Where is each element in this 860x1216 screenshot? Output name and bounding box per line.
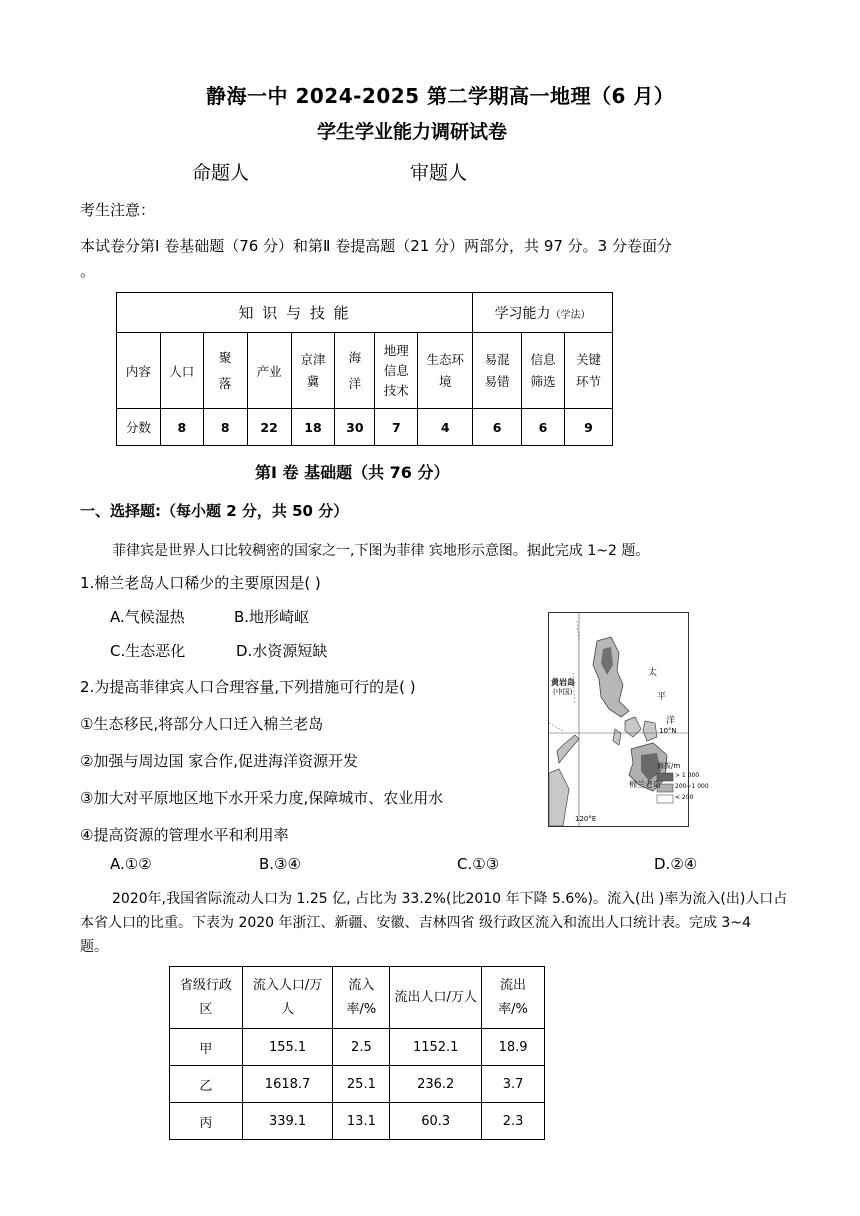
column-name: 生态环境 <box>418 333 473 409</box>
table-cell: 236.2 <box>390 1066 482 1103</box>
question-1-option-d: D.水资源短缺 <box>236 642 328 660</box>
ability-header-note: （学法） <box>550 309 591 321</box>
exam-subtitle: 学生学业能力调研试卷 <box>317 121 508 143</box>
table-header: 流入人口/万人 <box>242 967 333 1029</box>
ability-header <box>473 293 613 333</box>
question-1-option-c: C.生态恶化 <box>110 642 186 660</box>
content-row-label: 内容 <box>117 333 161 409</box>
part-one-title: 第Ⅰ 卷 基础题（共 76 分） <box>255 463 450 482</box>
table-cell: 乙 <box>170 1066 243 1103</box>
intro-2-line-1: 2020年,我国省际流动人口为 1.25 亿, 占比为 33.2%(比2010 年下降 5.6%)。流入(出 )率为流入(出)人口占 <box>112 891 788 907</box>
question-1-stem: 1.棉兰老岛人口稀少的主要原因是( ) <box>80 574 321 592</box>
score-value: 6 <box>473 409 522 446</box>
score-table <box>116 292 613 446</box>
table-cell: 13.1 <box>333 1103 390 1140</box>
question-2-option-b: B.③④ <box>259 855 301 873</box>
intro-2-line-2: 本省人口的比重。下表为 2020 年浙江、新疆、安徽、吉林四省 级行政区流入和流出人口统计表。完成 3~4 <box>80 915 751 931</box>
score-value: 9 <box>565 409 613 446</box>
setter-label: 命题人 <box>192 162 250 184</box>
table-cell: 25.1 <box>333 1066 390 1103</box>
question-2-option-c: C.①③ <box>457 855 500 873</box>
table-row <box>170 1103 545 1140</box>
column-name: 聚落 <box>203 333 247 409</box>
notice-line-1: 本试卷分第Ⅰ 卷基础题（76 分）和第Ⅱ 卷提高题（21 分）两部分，共 97 分。3 分卷面分 <box>80 237 672 255</box>
section-heading: 一、选择题:（每小题 2 分，共 50 分） <box>80 502 349 520</box>
column-name: 人口 <box>160 333 203 409</box>
table-cell: 60.3 <box>390 1103 482 1140</box>
table-cell: 甲 <box>170 1029 243 1066</box>
legend-swatch-low <box>657 795 673 803</box>
score-value: 4 <box>418 409 473 446</box>
score-value: 8 <box>160 409 203 446</box>
intro-1: 菲律宾是世界人口比较稠密的国家之一,下图为菲律 宾地形示意图。据此完成 1~2 题。 <box>112 543 650 559</box>
population-flow-table <box>169 966 545 1140</box>
score-value: 30 <box>335 409 375 446</box>
map-label-huangyan: 黄岩岛 <box>551 678 575 687</box>
table-row <box>170 1066 545 1103</box>
score-value: 18 <box>291 409 335 446</box>
table-cell: 丙 <box>170 1103 243 1140</box>
table-header: 流入率/% <box>333 967 390 1029</box>
exam-title: 静海一中 2024-2025 第二学期高一地理（6 月） <box>206 84 675 108</box>
score-value: 7 <box>375 409 418 446</box>
legend-item-high: > 1 000 <box>675 772 700 779</box>
map-label-china: (中国) <box>553 688 573 696</box>
column-name: 地理信息技术 <box>375 333 418 409</box>
score-value: 22 <box>247 409 291 446</box>
legend-item-low: < 200 <box>675 794 694 801</box>
question-1-option-a: A.气候湿热 <box>110 608 185 626</box>
question-2-item-4: ④提高资源的管理水平和利用率 <box>80 826 289 844</box>
table-cell: 3.7 <box>482 1066 545 1103</box>
map-label-mindanao: 棉兰老岛 <box>629 780 661 789</box>
question-2-item-3: ③加大对平原地区地下水开采力度,保障城市、农业用水 <box>80 789 444 807</box>
column-name: 易混易错 <box>473 333 522 409</box>
legend-title: 海拔/m <box>657 762 681 770</box>
legend-item-mid: 200~1 000 <box>675 783 709 790</box>
reviewer-label: 审题人 <box>410 162 468 184</box>
table-header: 省级行政区 <box>170 967 243 1029</box>
column-name: 海洋 <box>335 333 375 409</box>
column-name: 产业 <box>247 333 291 409</box>
question-2-item-2: ②加强与周边国 家合作,促进海洋资源开发 <box>80 752 358 770</box>
column-name: 信息筛选 <box>522 333 565 409</box>
map-label-yang: 洋 <box>666 716 676 726</box>
map-label-10n: 10°N <box>659 727 677 735</box>
question-2-option-a: A.①② <box>110 855 152 873</box>
ability-header-label: 学习能力 <box>494 305 551 322</box>
question-2-stem: 2.为提高菲律宾人口合理容量,下列措施可行的是( ) <box>80 678 416 696</box>
score-value: 6 <box>522 409 565 446</box>
knowledge-skill-header: 知 识 与 技 能 <box>117 293 473 333</box>
score-value: 8 <box>203 409 247 446</box>
map-label-tai: 太 <box>648 668 658 678</box>
question-1-option-b: B.地形崎岖 <box>234 608 310 626</box>
question-2-option-d: D.②④ <box>654 855 698 873</box>
table-header: 流出率/% <box>482 967 545 1029</box>
table-cell: 339.1 <box>242 1103 333 1140</box>
intro-2-line-3: 题。 <box>80 939 108 955</box>
table-header: 流出人口/万人 <box>390 967 482 1029</box>
table-cell: 155.1 <box>242 1029 333 1066</box>
map-label-120e: 120°E <box>575 815 597 823</box>
column-name: 关键环节 <box>565 333 613 409</box>
philippines-terrain-map <box>548 612 709 827</box>
table-row <box>170 1029 545 1066</box>
question-2-item-1: ①生态移民,将部分人口迁入棉兰老岛 <box>80 715 324 733</box>
map-label-ping: 平 <box>657 692 667 702</box>
notice-heading: 考生注意： <box>80 201 156 219</box>
score-row-label: 分数 <box>117 409 161 446</box>
table-cell: 1618.7 <box>242 1066 333 1103</box>
table-cell: 1152.1 <box>390 1029 482 1066</box>
column-name: 京津冀 <box>291 333 335 409</box>
table-cell: 18.9 <box>482 1029 545 1066</box>
notice-line-2: 。 <box>80 262 96 280</box>
table-cell: 2.3 <box>482 1103 545 1140</box>
table-cell: 2.5 <box>333 1029 390 1066</box>
